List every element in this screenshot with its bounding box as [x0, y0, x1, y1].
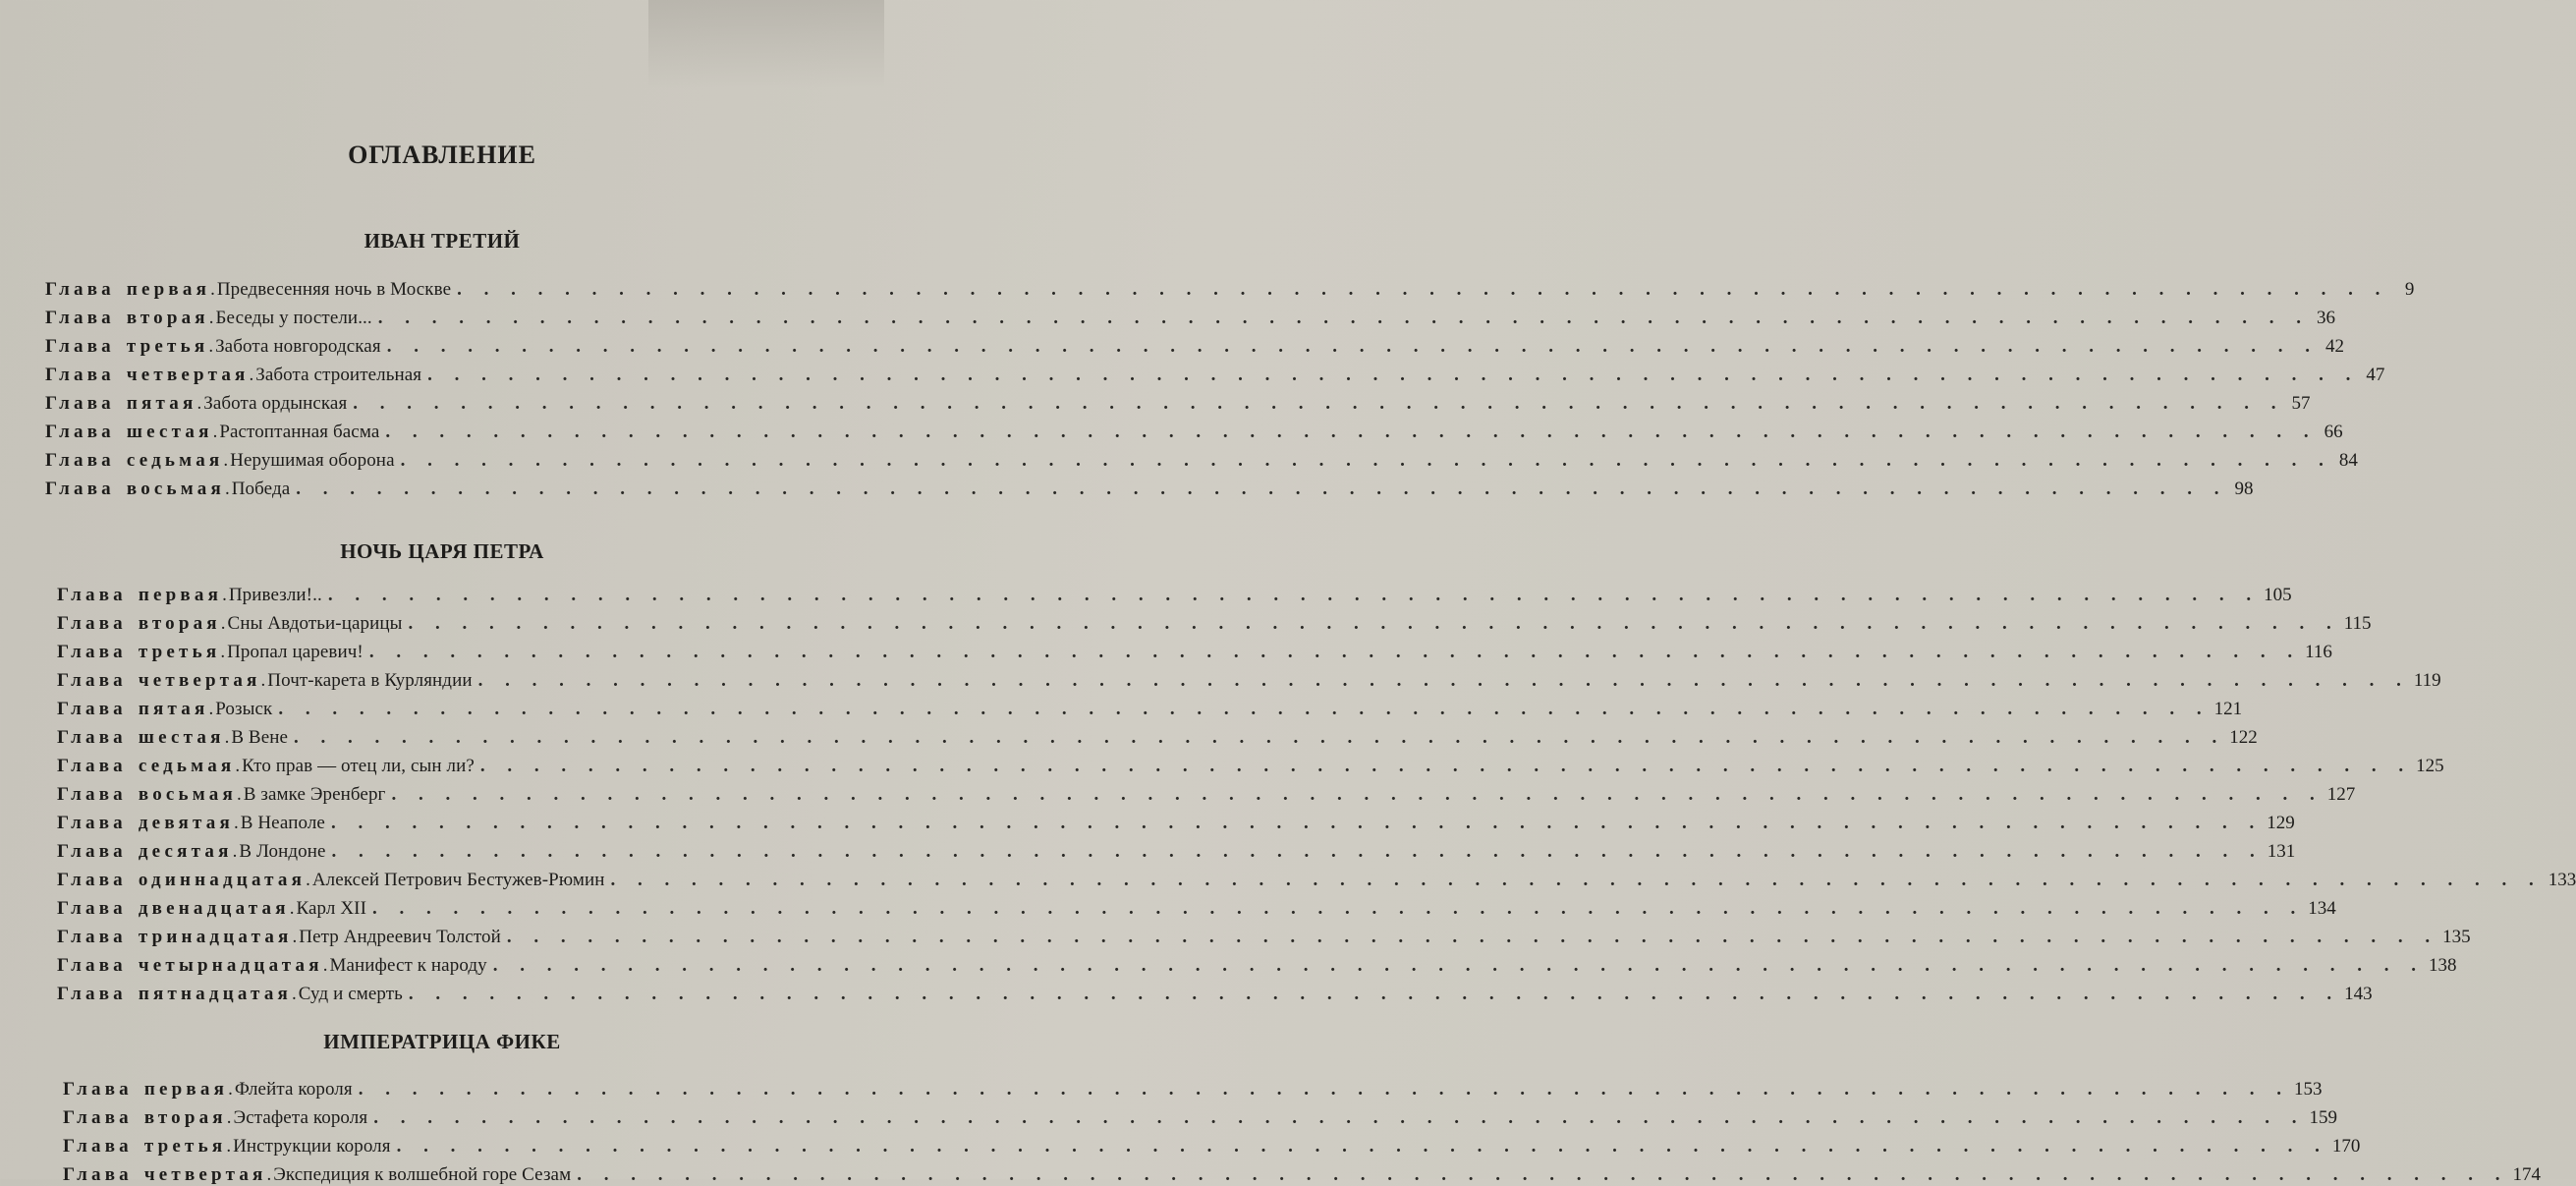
- chapter-title: Привезли!..: [228, 585, 322, 605]
- page-edge-shadow: [648, 0, 884, 88]
- chapter-word: Глава: [57, 727, 127, 748]
- dot-leader: [427, 365, 2359, 386]
- chapter-ordinal: восьмая: [138, 784, 237, 805]
- chapter-title: Манифест к народу: [329, 955, 487, 976]
- chapter-title: Экспедиция к волшебной горе Сезам: [273, 1164, 572, 1185]
- chapter-title: Забота строительная: [255, 365, 422, 385]
- toc-entry[interactable]: Глава четвертая . Забота строительная . . . 47: [45, 365, 802, 394]
- chapter-ordinal: вторая: [138, 613, 221, 634]
- page-number: 170: [2331, 1136, 2361, 1157]
- page-number: 57: [2291, 393, 2311, 414]
- chapter-ordinal: двенадцатая: [138, 898, 290, 919]
- chapter-word: Глава: [57, 670, 127, 691]
- chapter-word: Глава: [57, 813, 127, 833]
- section-title-fike: ИМПЕРАТРИЦА ФИКЕ: [323, 1030, 561, 1053]
- chapter-ordinal: четвертая: [126, 365, 250, 385]
- toc-entry[interactable]: Глава двенадцатая . Карл XII . . . 134: [57, 898, 827, 928]
- page-number: 116: [2305, 642, 2332, 662]
- chapter-title: Алексей Петрович Бестужев-Рюмин: [311, 870, 605, 890]
- toc-entry[interactable]: Глава вторая . Беседы у постели... . . . 36: [45, 308, 802, 337]
- chapter-ordinal: тринадцатая: [138, 927, 293, 947]
- toc-entry[interactable]: Глава восьмая . В замке Эренберг . . . 127: [57, 784, 827, 814]
- toc-entry[interactable]: Глава третья . Инструкции короля . . . 170: [63, 1136, 827, 1165]
- chapter-ordinal: седьмая: [138, 756, 236, 776]
- dot-leader: [331, 813, 2263, 834]
- chapter-ordinal: шестая: [126, 422, 213, 442]
- page-number: 134: [2308, 898, 2336, 919]
- chapter-title: В Вене: [231, 727, 289, 748]
- toc-entry[interactable]: Глава первая . Флейта короля . . . 153: [63, 1079, 827, 1108]
- dot-leader: [577, 1164, 2508, 1186]
- page-number: 133: [2548, 870, 2576, 890]
- chapter-ordinal: четвертая: [138, 670, 261, 691]
- chapter-title: Растоптанная басма: [219, 422, 380, 442]
- toc-entry[interactable]: Глава одиннадцатая . Алексей Петрович Бестужев-Рюмин . . . 133: [57, 870, 827, 899]
- page-number: 36: [2317, 308, 2336, 328]
- page-number: 138: [2429, 955, 2457, 976]
- dot-leader: [391, 784, 2323, 806]
- chapter-title: Кто прав — отец ли, сын ли?: [242, 756, 475, 776]
- toc-entry[interactable]: Глава вторая . Сны Авдотьи-царицы . . . 115: [57, 613, 827, 643]
- dot-leader: [401, 450, 2332, 472]
- toc-entry[interactable]: Глава третья . Забота новгородская . . . 42: [45, 336, 802, 366]
- toc-entry[interactable]: Глава тринадцатая . Петр Андреевич Толстой . . . 135: [57, 927, 827, 956]
- chapter-title: Беседы у постели...: [215, 308, 372, 328]
- page-number: 174: [2512, 1164, 2541, 1185]
- toc-entry[interactable]: Глава пятая . Забота ордынская . . . 57: [45, 393, 802, 423]
- chapter-title: Забота новгородская: [215, 336, 381, 357]
- dot-leader: [373, 1107, 2305, 1129]
- toc-entry[interactable]: Глава десятая . В Лондоне . . . 131: [57, 841, 827, 871]
- page-number: 159: [2309, 1107, 2337, 1128]
- chapter-ordinal: третья: [143, 1136, 227, 1157]
- chapter-title: Флейта короля: [234, 1079, 353, 1100]
- page-number: 119: [2413, 670, 2441, 691]
- toc-entry[interactable]: Глава пятая . Розыск . . . 121: [57, 699, 827, 728]
- chapter-ordinal: четвертая: [143, 1164, 267, 1185]
- chapter-word: Глава: [45, 336, 115, 357]
- chapter-ordinal: первая: [126, 279, 211, 300]
- chapter-title: В Неаполе: [240, 813, 325, 833]
- chapter-ordinal: первая: [138, 585, 223, 605]
- dot-leader: [507, 927, 2438, 948]
- chapter-word: Глава: [45, 422, 115, 442]
- chapter-ordinal: одиннадцатая: [138, 870, 307, 890]
- chapter-word: Глава: [57, 984, 127, 1004]
- chapter-ordinal: третья: [126, 336, 209, 357]
- toc-entry[interactable]: Глава четвертая . Почт-карета в Курляндии . . . 119: [57, 670, 827, 700]
- page-number: 42: [2324, 336, 2344, 357]
- page-number: 135: [2442, 927, 2471, 947]
- dot-leader: [369, 642, 2301, 663]
- dot-leader: [409, 613, 2340, 635]
- chapter-word: Глава: [57, 756, 127, 776]
- dot-leader: [296, 479, 2227, 500]
- chapter-word: Глава: [63, 1136, 133, 1157]
- chapter-word: Глава: [57, 898, 127, 919]
- chapter-word: Глава: [45, 365, 115, 385]
- chapter-word: Глава: [57, 642, 127, 662]
- chapter-ordinal: четырнадцатая: [138, 955, 323, 976]
- chapter-ordinal: седьмая: [126, 450, 224, 471]
- dot-leader: [478, 670, 2410, 692]
- chapter-title: Сны Авдотьи-царицы: [227, 613, 403, 634]
- chapter-word: Глава: [57, 699, 127, 719]
- chapter-ordinal: пятая: [138, 699, 209, 719]
- chapter-title: В Лондоне: [239, 841, 326, 862]
- toc-entry[interactable]: Глава пятнадцатая . Суд и смерть . . . 143: [57, 984, 827, 1013]
- chapter-ordinal: десятая: [138, 841, 233, 862]
- dot-leader: [372, 898, 2304, 920]
- page-number: 66: [2324, 422, 2343, 442]
- chapter-ordinal: первая: [143, 1079, 229, 1100]
- chapter-title: Пропал царевич!: [227, 642, 364, 662]
- chapter-ordinal: третья: [138, 642, 221, 662]
- page-number: 105: [2264, 585, 2292, 605]
- chapter-word: Глава: [63, 1079, 133, 1100]
- toc-entry[interactable]: Глава шестая . В Вене . . . 122: [57, 727, 827, 757]
- dot-leader: [457, 279, 2388, 301]
- chapter-word: Глава: [57, 841, 127, 862]
- page-number: 9: [2404, 279, 2415, 300]
- chapter-ordinal: восьмая: [126, 479, 225, 499]
- page-number: 143: [2344, 984, 2373, 1004]
- dot-leader: [332, 841, 2264, 863]
- page-number: 131: [2267, 841, 2296, 862]
- dot-leader: [353, 393, 2284, 415]
- chapter-ordinal: вторая: [126, 308, 209, 328]
- toc-entry[interactable]: Глава вторая . Эстафета короля . . . 159: [63, 1107, 827, 1137]
- dot-leader: [294, 727, 2225, 749]
- chapter-word: Глава: [45, 308, 115, 328]
- chapter-word: Глава: [45, 393, 115, 414]
- toc-entry-cut-off[interactable]: Глава четвертая . Экспедиция к волшебной горе Сезам . . . 174: [63, 1164, 827, 1179]
- chapter-title: Петр Андреевич Толстой: [299, 927, 501, 947]
- chapter-ordinal: шестая: [138, 727, 225, 748]
- section-title-ivan: ИВАН ТРЕТИЙ: [364, 229, 521, 253]
- page-number: 129: [2267, 813, 2295, 833]
- chapter-word: Глава: [45, 450, 115, 471]
- page-number: 98: [2234, 479, 2254, 499]
- chapter-ordinal: пятая: [126, 393, 197, 414]
- dot-leader: [397, 1136, 2328, 1158]
- toc-entry[interactable]: Глава первая . Привезли!.. . . . 105: [57, 585, 827, 614]
- dot-leader: [409, 984, 2340, 1005]
- chapter-word: Глава: [63, 1164, 133, 1185]
- page-number: 121: [2213, 699, 2243, 719]
- chapter-title: Почт-карета в Курляндии: [267, 670, 473, 691]
- section-title-petr: НОЧЬ ЦАРЯ ПЕТРА: [340, 539, 544, 563]
- chapter-title: Суд и смерть: [298, 984, 403, 1004]
- chapter-title: В замке Эренберг: [243, 784, 386, 805]
- chapter-word: Глава: [45, 279, 115, 300]
- chapter-ordinal: девятая: [138, 813, 234, 833]
- chapter-word: Глава: [57, 955, 127, 976]
- toc-entry[interactable]: Глава третья . Пропал царевич! . . . 116: [57, 642, 827, 671]
- chapter-word: Глава: [57, 585, 127, 605]
- page-number: 47: [2366, 365, 2385, 385]
- page-number: 127: [2326, 784, 2356, 805]
- dot-leader: [328, 585, 2260, 606]
- chapter-word: Глава: [57, 613, 127, 634]
- toc-entry[interactable]: Глава девятая . В Неаполе . . . 129: [57, 813, 827, 842]
- chapter-ordinal: вторая: [143, 1107, 227, 1128]
- chapter-ordinal: пятнадцатая: [138, 984, 292, 1004]
- dot-leader: [387, 336, 2319, 358]
- chapter-title: Забота ордынская: [203, 393, 348, 414]
- toc-heading: ОГЛАВЛЕНИЕ: [348, 141, 536, 169]
- toc-entry[interactable]: Глава шестая . Растоптанная басма . . . 66: [45, 422, 802, 451]
- chapter-word: Глава: [57, 927, 127, 947]
- chapter-word: Глава: [45, 479, 115, 499]
- chapter-title: Инструкции короля: [233, 1136, 391, 1157]
- dot-leader: [359, 1079, 2290, 1101]
- dot-leader: [378, 308, 2310, 329]
- chapter-title: Карл XII: [296, 898, 367, 919]
- toc-entry[interactable]: Глава первая . Предвесенняя ночь в Москве . . . 9: [45, 279, 802, 309]
- page-number: 122: [2229, 727, 2258, 748]
- toc-entry[interactable]: Глава седьмая . Кто прав — отец ли, сын ли? . . . 125: [57, 756, 827, 785]
- chapter-title: Предвесенняя ночь в Москве: [216, 279, 452, 300]
- page-number: 153: [2293, 1079, 2323, 1100]
- chapter-title: Розыск: [215, 699, 273, 719]
- dot-leader: [278, 699, 2210, 720]
- dot-leader: [480, 756, 2412, 777]
- chapter-word: Глава: [57, 784, 127, 805]
- chapter-title: Эстафета короля: [233, 1107, 368, 1128]
- toc-entry[interactable]: Глава четырнадцатая . Манифест к народу . . . 138: [57, 955, 827, 985]
- chapter-title: Победа: [231, 479, 291, 499]
- page-number: 115: [2343, 613, 2372, 634]
- toc-entry[interactable]: Глава восьмая . Победа . . . 98: [45, 479, 802, 508]
- toc-entry[interactable]: Глава седьмая . Нерушимая оборона . . . 84: [45, 450, 802, 480]
- page-number: 125: [2416, 756, 2444, 776]
- dot-leader: [611, 870, 2543, 891]
- chapter-title: Нерушимая оборона: [230, 450, 395, 471]
- dot-leader: [385, 422, 2317, 443]
- chapter-word: Глава: [57, 870, 127, 890]
- dot-leader: [493, 955, 2425, 977]
- page-number: 84: [2338, 450, 2358, 471]
- chapter-word: Глава: [63, 1107, 133, 1128]
